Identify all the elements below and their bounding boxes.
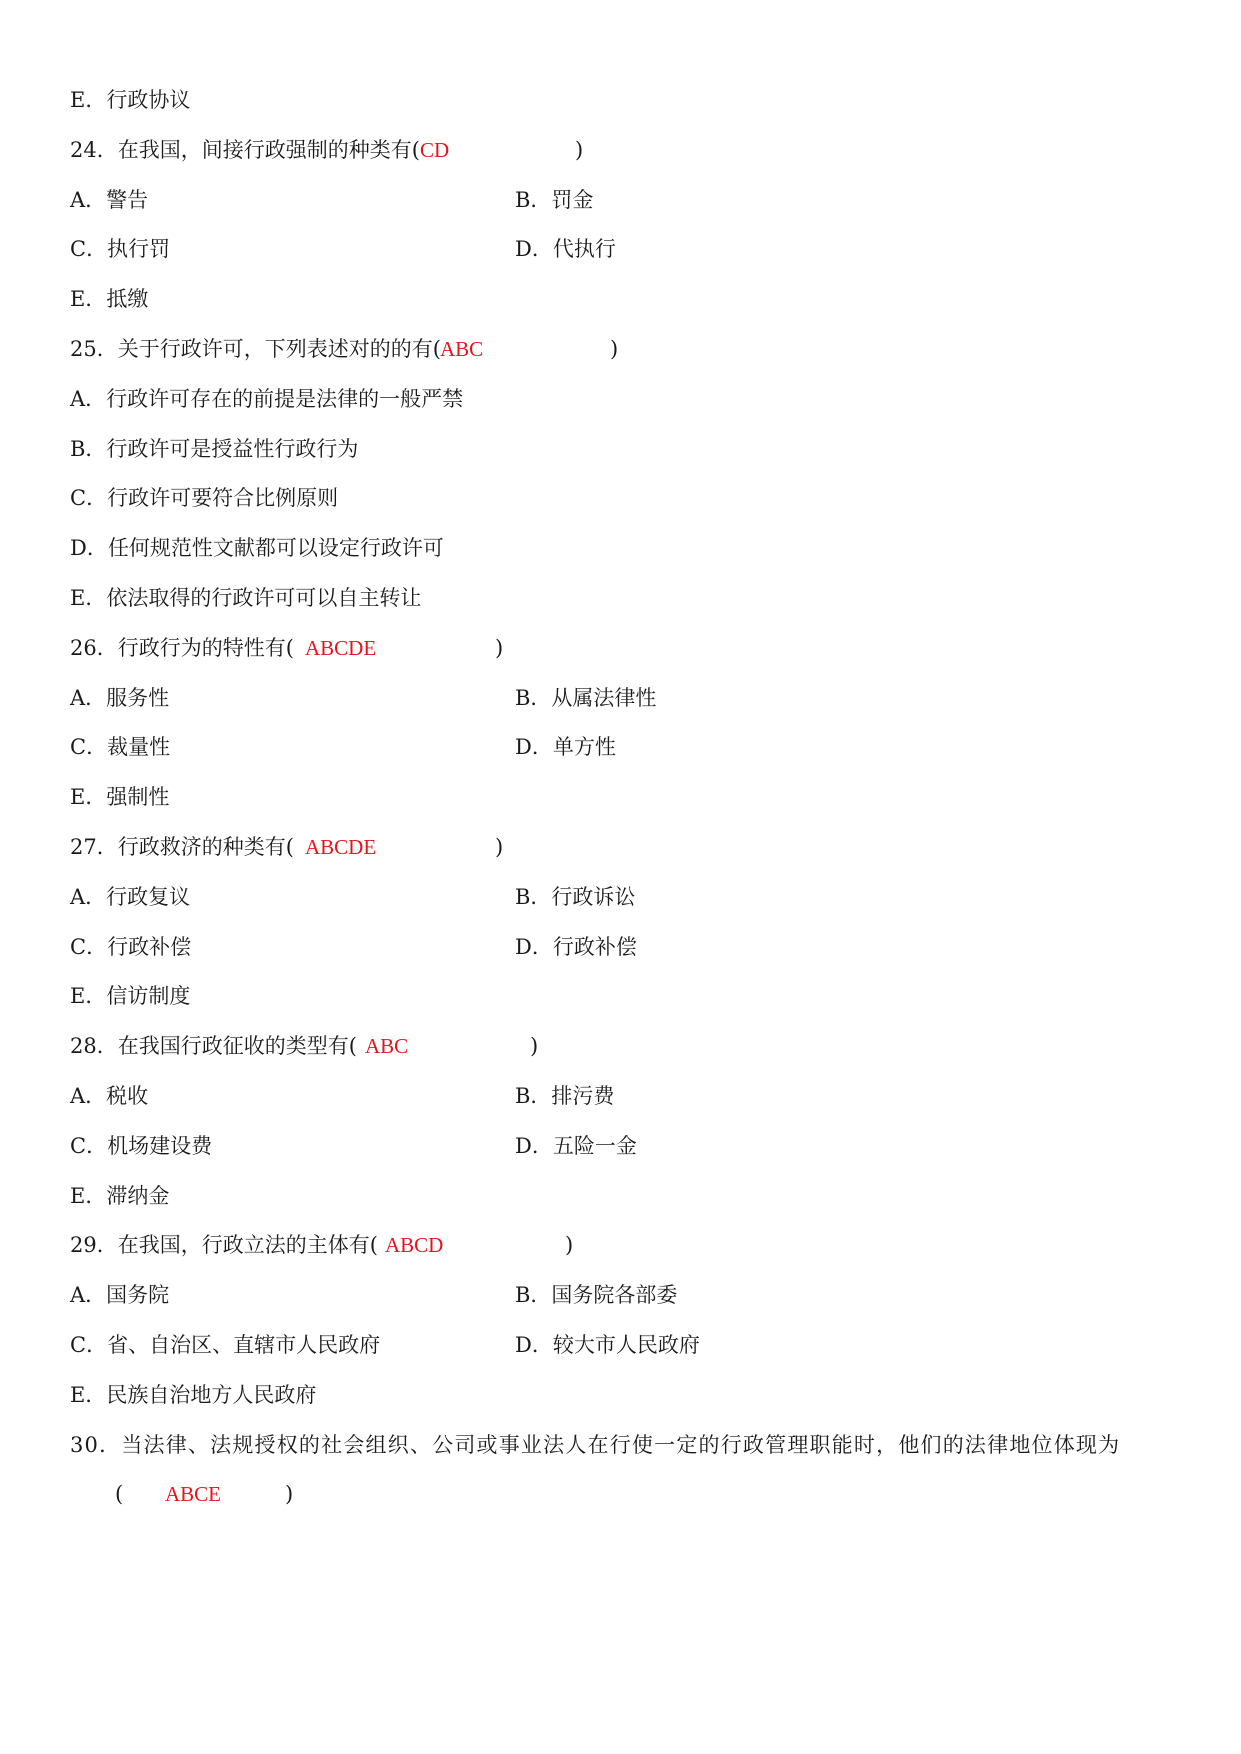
option-line xyxy=(70,578,1190,618)
option-text: D．五险一金 xyxy=(515,1133,637,1158)
option-line xyxy=(70,976,1190,1016)
question-line xyxy=(70,1026,1190,1066)
option-text: A．国务院 xyxy=(70,1283,170,1308)
option-line xyxy=(70,1325,1190,1365)
question-line xyxy=(70,130,1190,170)
option-text: E．抵缴 xyxy=(70,287,149,312)
option-line xyxy=(70,1076,1190,1116)
option-text: D．单方性 xyxy=(515,735,616,760)
option-line xyxy=(70,180,1190,220)
option-text: D．代执行 xyxy=(515,237,616,262)
close-paren: ) xyxy=(575,137,584,162)
option-line xyxy=(70,379,1190,419)
option-text: B．行政诉讼 xyxy=(515,884,636,909)
option-text: A．行政复议 xyxy=(70,884,191,909)
option-line xyxy=(70,777,1190,817)
option-text: C．执行罚 xyxy=(70,237,171,262)
question-line xyxy=(70,329,1190,369)
option-line xyxy=(70,478,1190,518)
question-line xyxy=(70,1225,1190,1265)
option-line xyxy=(70,429,1190,469)
option-text: E．滞纳金 xyxy=(70,1183,170,1208)
option-text: B．从属法律性 xyxy=(515,685,657,710)
question-text: 27．行政救济的种类有( xyxy=(70,835,294,859)
option-text: C．行政许可要符合比例原则 xyxy=(70,486,339,511)
option-text: E．行政协议 xyxy=(70,88,191,112)
option-text: C．省、自治区、直辖市人民政府 xyxy=(70,1333,381,1357)
answer-key: ABCD xyxy=(385,1233,444,1258)
option-text: D．任何规范性文献都可以设定行政许可 xyxy=(70,536,444,561)
option-line xyxy=(70,229,1190,269)
answer-key: ABC xyxy=(440,337,484,361)
option-text: A．警告 xyxy=(70,187,149,212)
open-paren: ( xyxy=(115,1482,124,1507)
option-text: E．依法取得的行政许可可以自主转让 xyxy=(70,586,422,610)
option-text: B．排污费 xyxy=(515,1084,615,1108)
close-paren: ) xyxy=(530,1034,539,1059)
option-text: A．行政许可存在的前提是法律的一般严禁 xyxy=(70,386,464,411)
option-text: D．较大市人民政府 xyxy=(515,1333,700,1357)
option-text: C．行政补偿 xyxy=(70,934,192,959)
option-line xyxy=(70,1176,1190,1216)
question-text: 29．在我国，行政立法的主体有( xyxy=(70,1233,378,1258)
close-paren: ) xyxy=(610,337,619,361)
question-text: 28．在我国行政征收的类型有( xyxy=(70,1034,357,1059)
option-line xyxy=(70,279,1190,319)
option-line xyxy=(70,1126,1190,1166)
option-line xyxy=(70,528,1190,568)
option-line xyxy=(70,727,1190,767)
close-paren: ) xyxy=(285,1482,294,1507)
option-line xyxy=(70,1375,1190,1415)
question-text: 25．关于行政许可，下列表述对的的有( xyxy=(70,337,441,361)
answer-key: ABCDE xyxy=(305,835,377,859)
option-line xyxy=(70,80,1190,120)
option-line xyxy=(70,1275,1190,1315)
option-text: C．裁量性 xyxy=(70,735,171,760)
question-line-continued xyxy=(70,1474,1190,1514)
close-paren: ) xyxy=(565,1233,574,1258)
answer-key: CD xyxy=(420,137,450,162)
question-text: 24．在我国，间接行政强制的种类有( xyxy=(70,137,420,162)
question-line xyxy=(70,827,1190,867)
answer-key: ABCE xyxy=(165,1482,222,1507)
close-paren: ) xyxy=(495,635,504,660)
option-line xyxy=(70,678,1190,718)
option-line xyxy=(70,927,1190,967)
option-text: C．机场建设费 xyxy=(70,1133,213,1158)
option-line xyxy=(70,877,1190,917)
option-text: A．服务性 xyxy=(70,685,170,710)
option-text: E．强制性 xyxy=(70,785,170,810)
question-line xyxy=(70,1425,1190,1465)
question-line xyxy=(70,628,1190,668)
option-text: D．行政补偿 xyxy=(515,934,637,959)
answer-key: ABCDE xyxy=(305,635,377,660)
option-text: E．民族自治地方人民政府 xyxy=(70,1382,317,1407)
option-text: B．国务院各部委 xyxy=(515,1283,678,1308)
option-text: A．税收 xyxy=(70,1084,149,1108)
answer-key: ABC xyxy=(365,1034,409,1059)
option-text: E．信访制度 xyxy=(70,984,191,1009)
close-paren: ) xyxy=(495,835,504,859)
option-text: B．罚金 xyxy=(515,187,594,212)
question-text: 30．当法律、法规授权的社会组织、公司或事业法人在行使一定的行政管理职能时，他们的法律地位体现为 xyxy=(70,1432,1121,1457)
question-text: 26．行政行为的特性有( xyxy=(70,635,294,660)
option-text: B．行政许可是授益性行政行为 xyxy=(70,436,359,461)
